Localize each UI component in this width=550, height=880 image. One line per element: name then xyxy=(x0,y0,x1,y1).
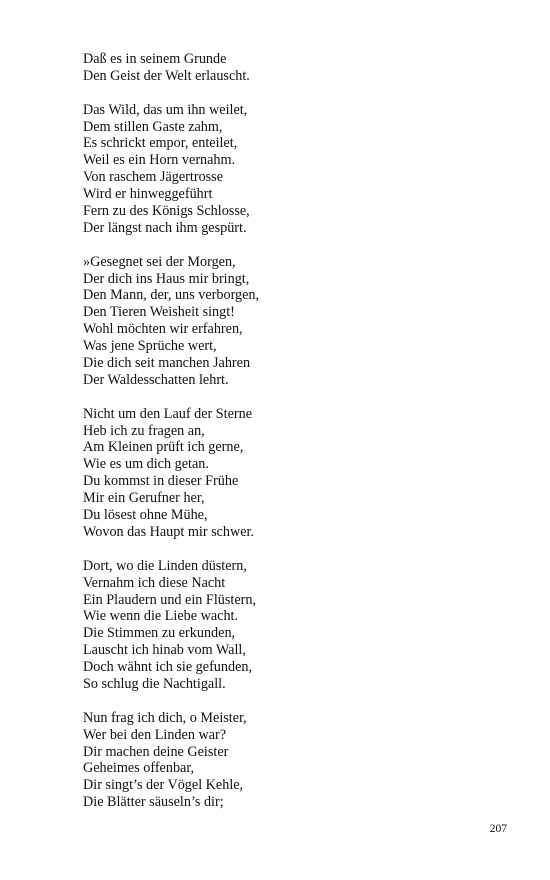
verse-line: Die Stimmen zu erkunden, xyxy=(83,625,236,642)
verse-line: Nun frag ich dich, o Meister, xyxy=(83,709,247,726)
verse-line: Am Kleinen prüft ich gerne, xyxy=(83,439,244,456)
verse-line: Wird er hinweggeführt xyxy=(83,186,213,203)
verse-line: Du kommst in dieser Frühe xyxy=(83,473,239,490)
verse-line: Wovon das Haupt mir schwer. xyxy=(83,523,255,540)
verse-line: Den Mann, der, uns verborgen, xyxy=(83,287,260,304)
verse-line: »Gesegnet sei der Morgen, xyxy=(83,253,236,270)
verse-line: Doch wähnt ich sie gefunden, xyxy=(83,659,253,676)
verse-line: Von raschem Jägertrosse xyxy=(83,169,223,186)
verse-line: Was jene Sprüche wert, xyxy=(83,338,217,355)
verse-line: Das Wild, das um ihn weilet, xyxy=(83,101,248,118)
verse-line: Wie es um dich getan. xyxy=(83,456,209,473)
stanza xyxy=(83,406,483,541)
verse-line: Dem stillen Gaste zahm, xyxy=(83,118,223,135)
stanza xyxy=(83,558,483,693)
verse-line: Vernahm ich diese Nacht xyxy=(83,574,226,591)
verse-line: Es schrickt empor, enteilet, xyxy=(83,135,238,152)
verse-line: Lauscht ich hinab vom Wall, xyxy=(83,642,246,659)
verse-line: Heb ich zu fragen an, xyxy=(83,422,205,439)
verse-line: Den Tieren Weisheit singt! xyxy=(83,304,235,321)
verse-line: Den Geist der Welt erlauscht. xyxy=(83,67,250,84)
stanza xyxy=(83,254,483,389)
verse-line: Dir singt’s der Vögel Kehle, xyxy=(83,777,244,794)
verse-line: Der längst nach ihm gespürt. xyxy=(83,219,247,236)
page-number: 207 xyxy=(489,823,507,835)
verse-line: Du lösest ohne Mühe, xyxy=(83,507,208,524)
verse-line: Daß es in seinem Grunde xyxy=(83,51,227,67)
verse-line: Dir machen deine Geister xyxy=(83,743,229,760)
verse-line: Dort, wo die Linden düstern, xyxy=(83,557,247,574)
verse-line: Ein Plaudern und ein Flüstern, xyxy=(83,591,256,608)
verse-line: Der Waldesschatten lehrt. xyxy=(83,371,229,388)
verse-line: So schlug die Nachtigall. xyxy=(83,675,226,692)
verse-line: Weil es ein Horn vernahm. xyxy=(83,152,236,169)
verse-line: Die dich seit manchen Jahren xyxy=(83,355,251,372)
stanza xyxy=(83,51,483,85)
verse-line: Mir ein Gerufner her, xyxy=(83,490,205,507)
verse-line: Nicht um den Lauf der Sterne xyxy=(83,405,253,422)
verse-line: Die Blätter säuseln’s dir; xyxy=(83,794,224,811)
verse-line: Fern zu des Königs Schlosse, xyxy=(83,203,250,220)
verse-line: Geheimes offenbar, xyxy=(83,760,195,777)
stanza xyxy=(83,710,483,811)
verse-line: Wer bei den Linden war? xyxy=(83,726,227,743)
verse-line: Wohl möchten wir erfahren, xyxy=(83,321,243,338)
stanza xyxy=(83,102,483,237)
verse-line: Der dich ins Haus mir bringt, xyxy=(83,270,250,287)
verse-line: Wie wenn die Liebe wacht. xyxy=(83,608,239,625)
poem-text xyxy=(83,51,483,828)
